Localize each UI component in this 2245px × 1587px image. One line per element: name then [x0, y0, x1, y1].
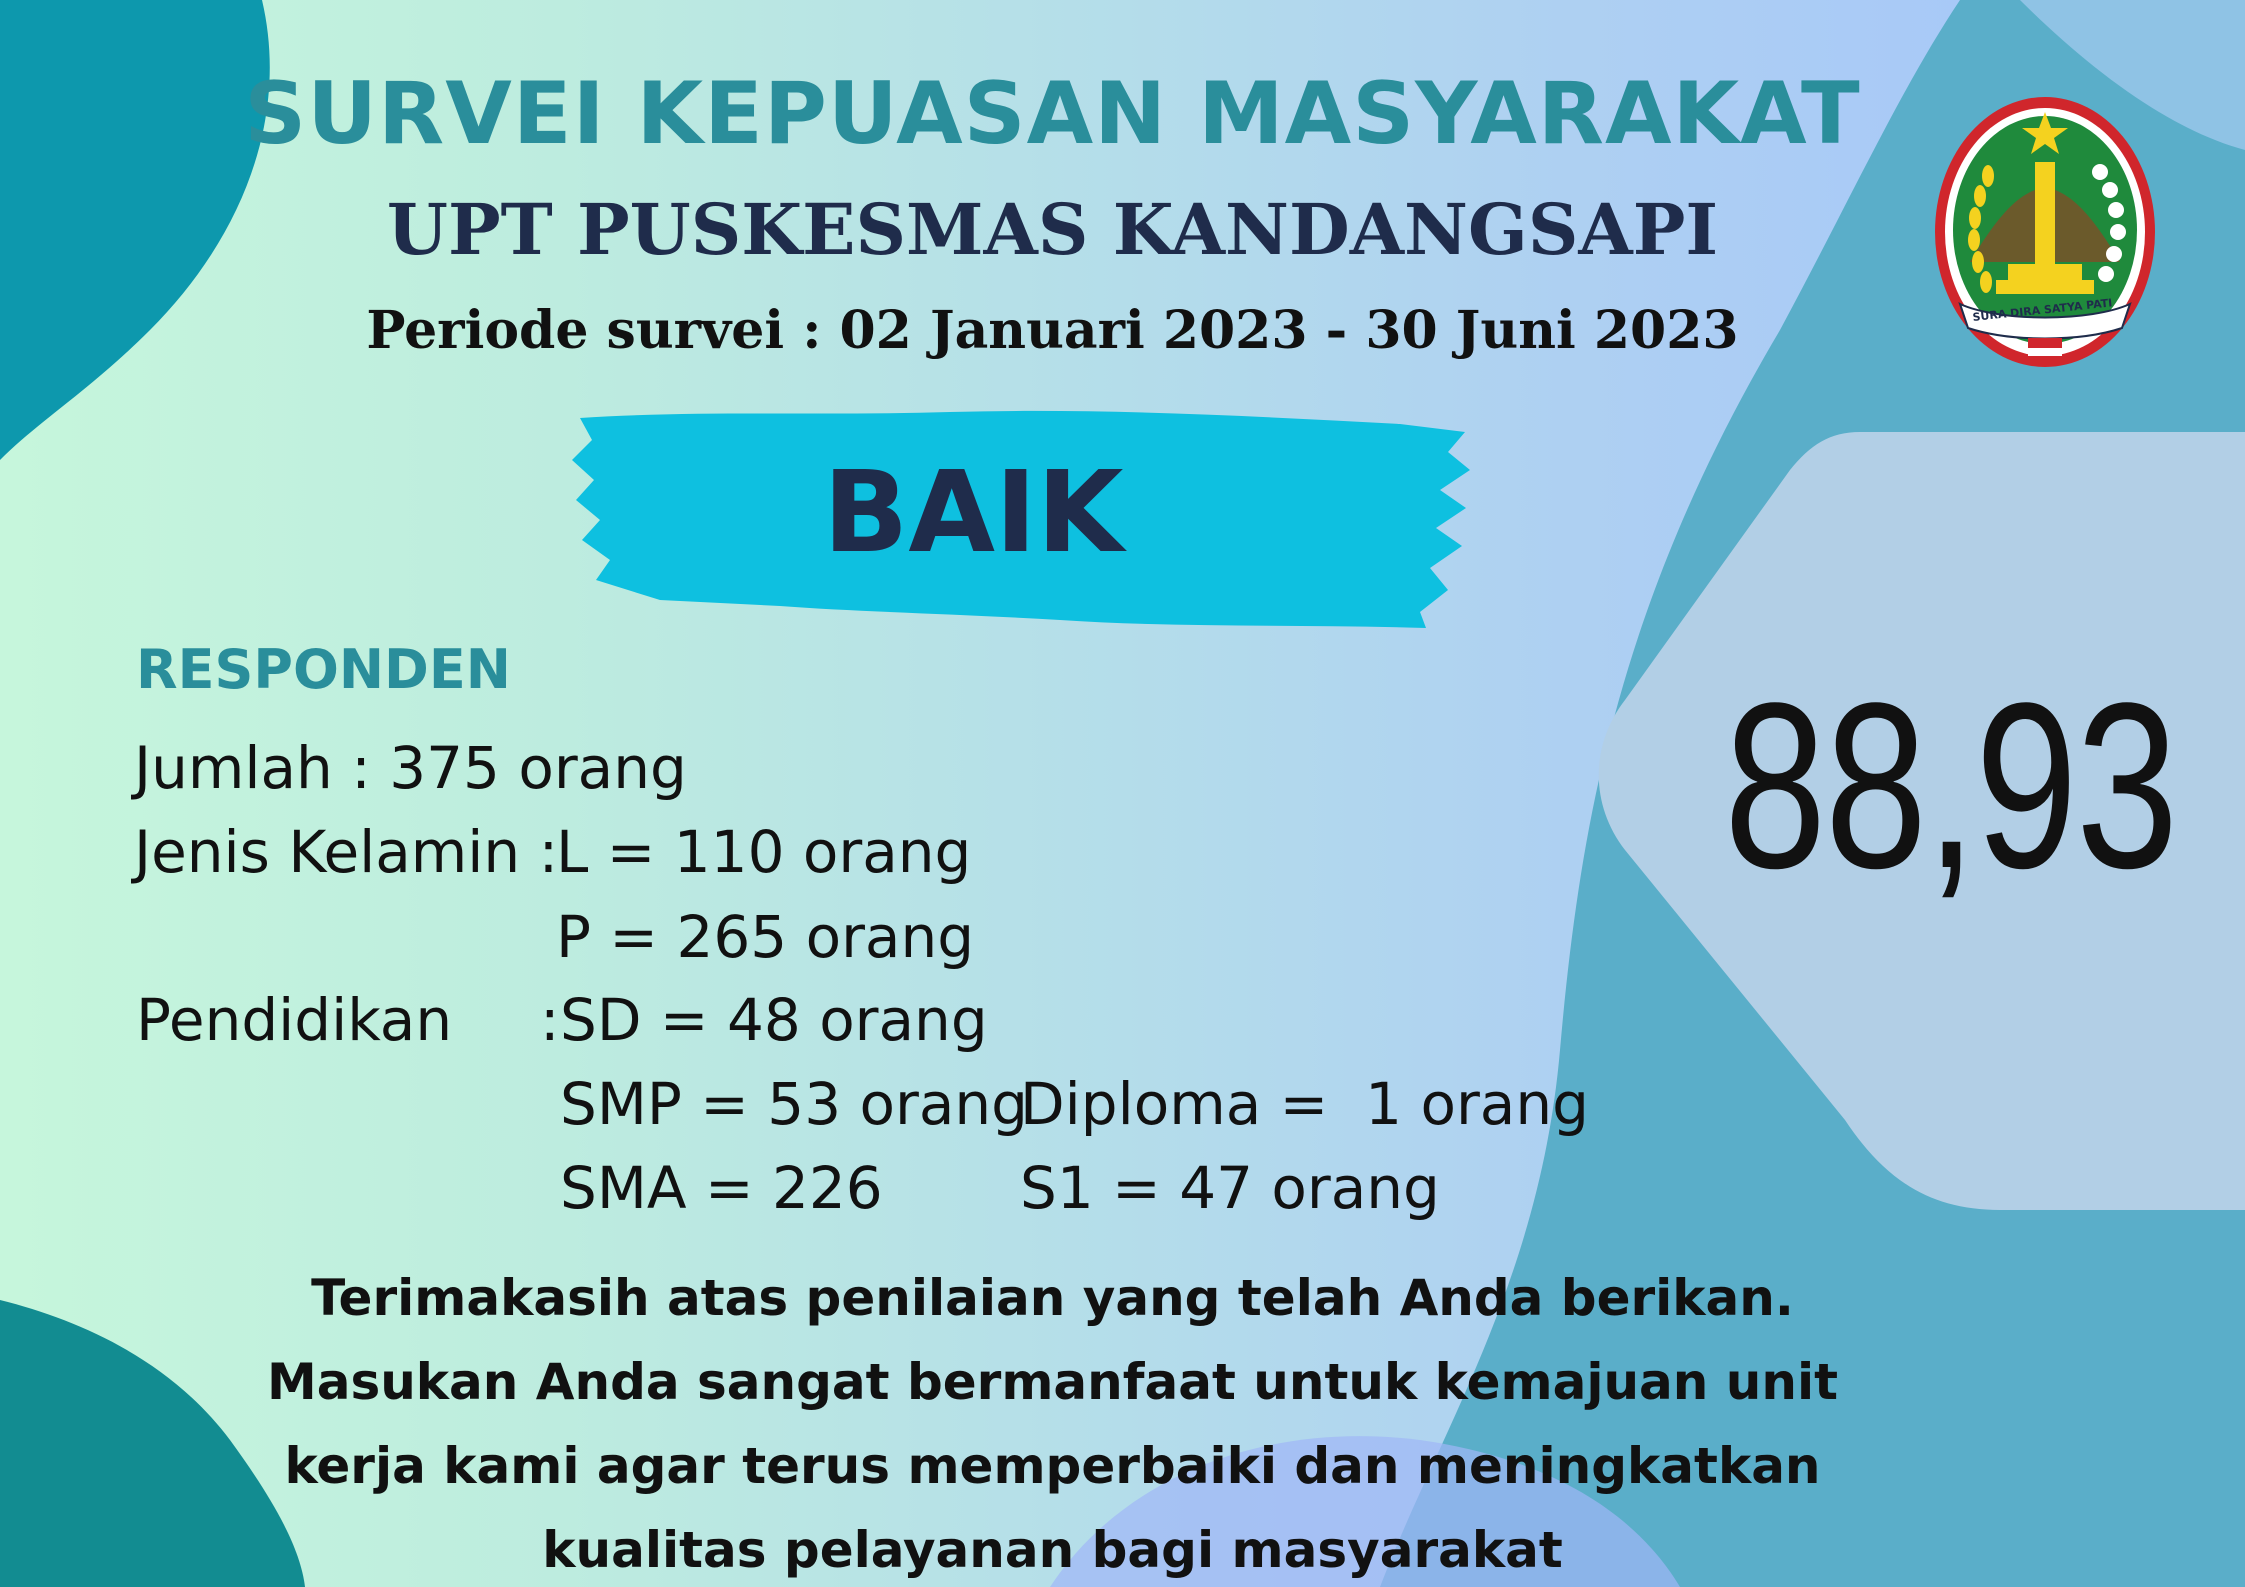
- respondents-heading: RESPONDEN: [136, 638, 511, 701]
- satisfaction-score: 88,93: [1724, 654, 2177, 918]
- logo-motto: SURA DIRA SATYA PATI: [1972, 296, 2113, 324]
- education-diploma: Diploma = 1 orang: [1020, 1070, 1589, 1138]
- rating-label: BAIK: [823, 448, 1124, 578]
- organization-name: UPT PUSKESMAS KANDANGSAPI: [386, 188, 1719, 271]
- education-s1: S1 = 47 orang: [1020, 1154, 1440, 1222]
- education-smp: SMP = 53 orang: [560, 1070, 1028, 1138]
- education-sd: SD = 48 orang: [560, 986, 988, 1054]
- thanks-line: Masukan Anda sangat bermanfaat untuk kemajuan unit: [266, 1353, 1839, 1411]
- respondents-total: Jumlah : 375 orang: [134, 734, 687, 802]
- survey-period: Periode survei : 02 Januari 2023 - 30 Juni 2023: [366, 300, 1739, 361]
- thanks-line: kerja kami agar terus memperbaiki dan meningkatkan: [284, 1437, 1821, 1495]
- gender-female: P = 265 orang: [556, 903, 975, 971]
- thanks-message: [0, 1256, 2245, 1587]
- gender-male: L = 110 orang: [556, 818, 972, 886]
- page-title: SURVEI KEPUASAN MASYARAKAT: [244, 64, 1861, 164]
- education-label: Pendidikan: [136, 986, 453, 1054]
- education-sma: SMA = 226: [560, 1154, 883, 1222]
- thanks-line: kualitas pelayanan bagi masyarakat: [542, 1521, 1563, 1579]
- thanks-line: Terimakasih atas penilaian yang telah Anda berikan.: [311, 1269, 1794, 1327]
- gender-label: Jenis Kelamin :: [134, 818, 559, 886]
- education-colon: :: [540, 986, 560, 1054]
- regional-emblem-icon: [1930, 92, 2160, 372]
